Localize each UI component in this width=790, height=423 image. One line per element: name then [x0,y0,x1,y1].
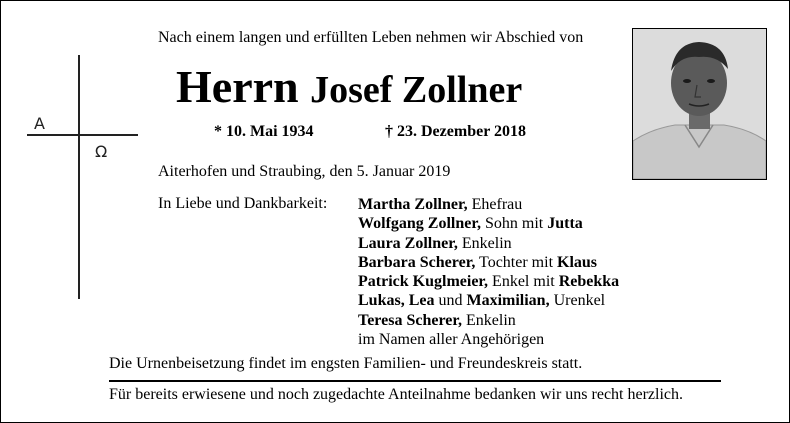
mourner-line: Patrick Kuglmeier, Enkel mit Rebekka [358,273,620,291]
name-prefix: Herrn [176,61,299,112]
death-date: † 23. Dezember 2018 [385,123,526,140]
mourners-list [358,195,619,349]
burial-notice: Die Urnenbeisetzung findet im engsten Familien- und Freundeskreis statt. [109,355,583,372]
full-name: Josef Zollner [310,69,523,111]
mourner-line: im Namen aller Angehörigen [358,331,545,349]
portrait-photo [632,28,767,180]
divider [109,380,721,382]
cross-bar [27,134,138,136]
cross-icon [78,55,80,299]
mourner-line: Laura Zollner, Enkelin [358,234,512,252]
place-date: Aiterhofen und Straubing, den 5. Januar 2019 [158,163,451,180]
portrait-icon [633,29,766,179]
gratitude-notice: Für bereits erwiesene und noch zugedachte Anteilnahme bedanken wir uns recht herzlich. [109,386,684,403]
birth-date: * 10. Mai 1934 [214,123,314,140]
thanks-label: In Liebe und Dankbarkeit: [158,195,328,212]
mourner-line: Lukas, Lea und Maximilian, Urenkel [358,292,606,310]
alpha-symbol: A [34,114,45,133]
omega-symbol: Ω [95,142,108,161]
mourner-line: Teresa Scherer, Enkelin [358,311,516,329]
deceased-name [176,61,523,112]
intro-text: Nach einem langen und erfüllten Leben nehmen wir Abschied von [158,29,584,46]
mourner-line: Wolfgang Zollner, Sohn mit Jutta [358,215,583,233]
mourner-line: Martha Zollner, Ehefrau [358,196,523,213]
mourner-line: Barbara Scherer, Tochter mit Klaus [358,253,598,271]
